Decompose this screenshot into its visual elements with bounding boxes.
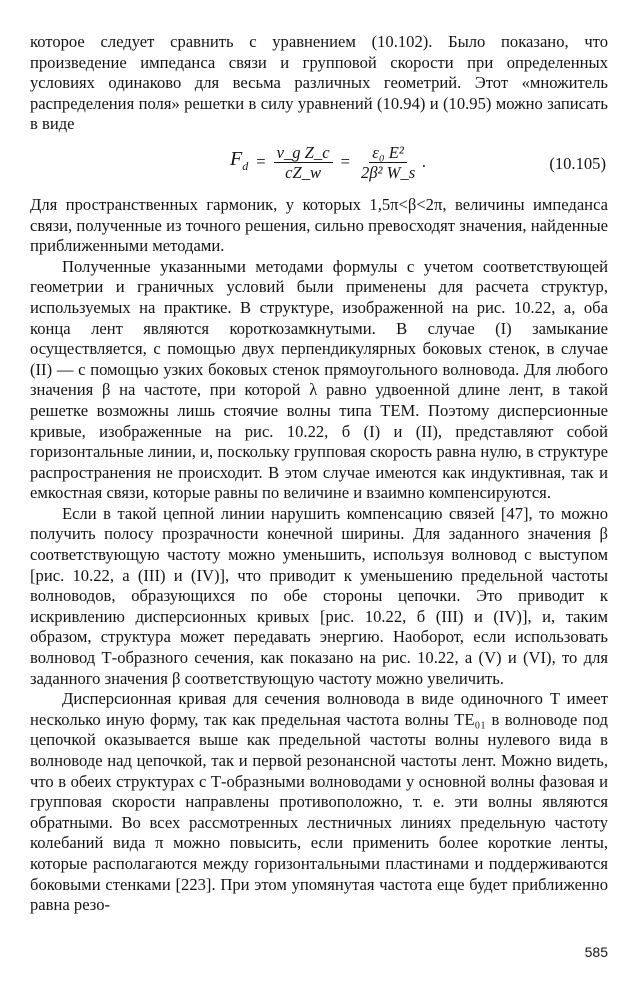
page-number: 585 (584, 944, 608, 960)
equation-10-105 (30, 139, 608, 193)
equation-body (230, 143, 426, 182)
fraction-2-numerator: ε₀ E² (369, 143, 407, 163)
fraction-1-numerator: v_g Z_c (274, 143, 333, 163)
fraction-2-denominator: 2β² W_s (360, 162, 416, 182)
paragraph-1: которое следует сравнить с уравнением (10.102). Было показано, что произведение импеданса связи и групповой скорости при определенных условиях одинаково для весьма различных геометрий. Этот «множитель распределения поля» решетки в силу уравнений (10.94) и (10.95) можно записать в виде (30, 32, 608, 134)
document-page (30, 32, 608, 916)
paragraph-4: Если в такой цепной линии нарушить компенсацию связей [47], то можно получить полосу прозрачности конечной ширины. Для заданного значения β соответствующую частоту можно уменьшить, используя волновод с выступом [рис. 10.22, а (III) и (IV)], что приводит к уменьшению предельной частоты волноводов, образующихся по обе стороны цепочки. Это приводит к искривлению дисперсионных кривых [рис. 10.22, б (III) и (IV)], и, таким образом, структура может передавать энергию. Наоборот, если использовать волновод Т-образного сечения, как показано на рис. 10.22, а (V) и (VI), то для заданного значения β соответствующую частоту можно увеличить. (30, 503, 608, 688)
paragraph-3: Полученные указанными методами формулы с учетом соответствующей геометрии и граничных условий были применены для расчета структур, используемых на практике. В структуре, изображенной на рис. 10.22, а, оба конца лент являются короткозамкнутыми. В случае (I) замыкание осуществляется, с помощью двух перпендикулярных боковых стенок, в случае (II) — с помощью узких боковых стенок прямоугольного волновода. Для любого значения β на частоте, при которой λ равно удвоенной длине лент, в такой решетке возможны лишь стоячие волны типа ТЕМ. Поэтому дисперсионные кривые, изображенные на рис. 10.22, б (I) и (II), представляют собой горизонтальные линии, и, поскольку групповая скорость равна нулю, в структуре распространения не происходит. В этом случае имеются как индуктивная, так и емкостная связи, которые равны по величине и взаимно компенсируются. (30, 256, 608, 503)
fraction-1-denominator: cZ_w (285, 162, 322, 182)
equation-lhs-subscript: d (242, 158, 249, 173)
fraction-2 (358, 143, 418, 182)
equation-lhs: $F_d$ (230, 147, 249, 173)
paragraph-2: Для пространственных гармоник, у которых 1,5π<β<2π, величины импеданса связи, полученные из точного решения, сильно превосходят значения, найденные приближенными методами. (30, 194, 608, 256)
equation-trailing-period: . (422, 152, 427, 172)
fraction-1 (274, 143, 333, 182)
equals-sign-2: = (340, 152, 350, 172)
equation-number: (10.105) (549, 153, 606, 173)
paragraph-5: Дисперсионная кривая для сечения волновода в виде одиночного T имеет несколько иную форму, так как предельная частота волны TE₀₁ в волноводе под цепочкой оказывается выше как предельной частоты волны нулевого вида в волноводе над цепочкой, так и первой резонансной частоты лент. Можно видеть, что в обеих структурах с Т-образными волноводами у основной волны фазовая и групповая скорости направлены противоположно, т. е. эти волны являются обратными. Во всех рассмотренных лестничных линиях предельную частоту колебаний вида π можно повысить, если применить более короткие ленты, которые располагаются между горизонтальными пластинами и поддерживаются боковыми стенками [223]. При этом упомянутая частота еще будет приближенно равна резо- (30, 689, 608, 915)
equals-sign-1: = (256, 152, 266, 172)
